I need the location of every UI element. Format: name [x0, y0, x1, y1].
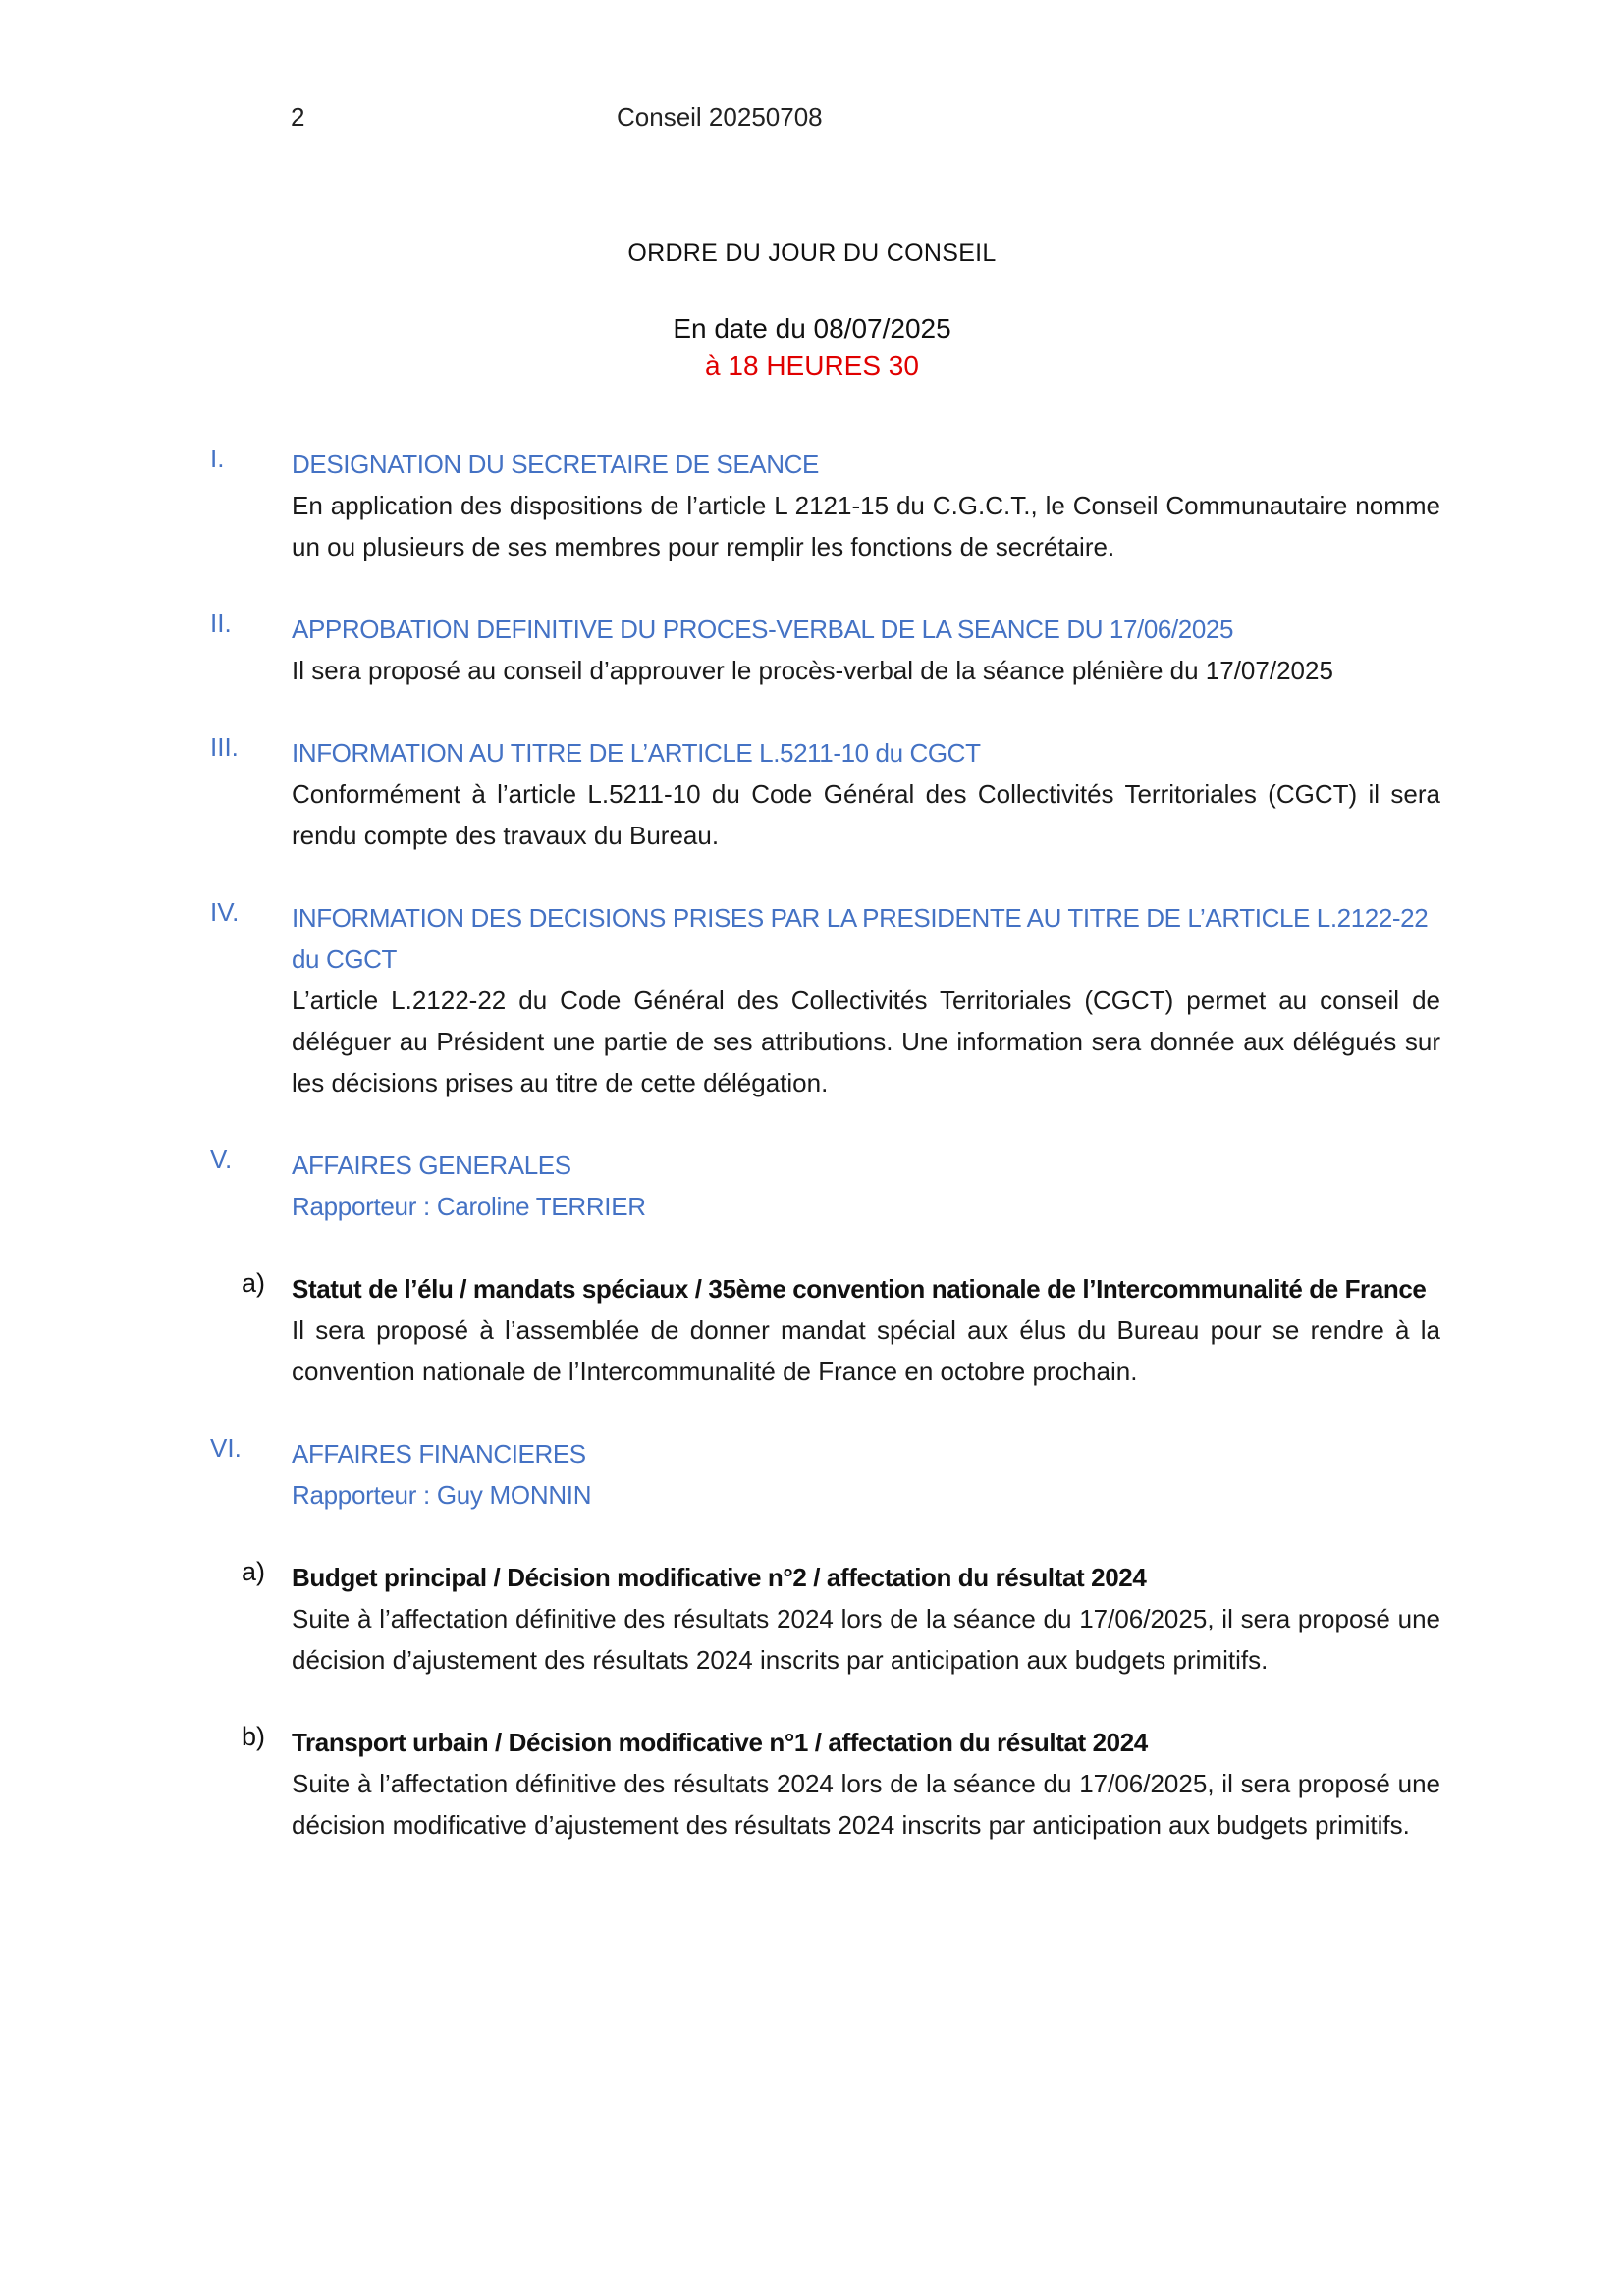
title-block — [0, 240, 1624, 382]
document-title: ORDRE DU JOUR DU CONSEIL — [627, 240, 997, 267]
section-heading: AFFAIRES GENERALES — [292, 1150, 571, 1180]
agenda-section — [0, 732, 1624, 856]
section-number: V. — [210, 1145, 233, 1174]
subitem-letter: b) — [242, 1722, 266, 1751]
subitem-title: Statut de l’élu / mandats spéciaux / 35ème convention nationale de l’Intercommunalité de France — [292, 1274, 1427, 1304]
agenda-section — [0, 609, 1624, 691]
section-text: En application des dispositions de l’article L 2121-15 du C.G.C.T., le Conseil Communautaire nomme un ou plusieurs de ses membres pour remplir les fonctions de secrétaire. — [292, 491, 1440, 561]
agenda-section — [0, 897, 1624, 1103]
section-text: L’article L.2122-22 du Code Général des Collectivités Territoriales (CGCT) permet au conseil de déléguer au Président une partie de ses attributions. Une information sera donnée aux délégués sur les décisions prises au titre de cette délégation. — [292, 986, 1440, 1097]
agenda — [0, 444, 1624, 1887]
subitem-text: Suite à l’affectation définitive des résultats 2024 lors de la séance du 17/06/2025, il sera proposé une décision modificative d’ajustement des résultats 2024 inscrits par anticipation aux budgets primitifs. — [292, 1769, 1440, 1840]
section-number: I. — [210, 444, 225, 473]
page-number: 2 — [291, 102, 305, 132]
subitem-text: Il sera proposé à l’assemblée de donner mandat spécial aux élus du Bureau pour se rendre à la convention nationale de l’Intercommunalité de France en octobre prochain. — [292, 1315, 1440, 1386]
rapporteur: Rapporteur : Guy MONNIN — [292, 1480, 592, 1510]
agenda-subitem — [0, 1268, 1624, 1392]
section-text: Conformément à l’article L.5211-10 du Code Général des Collectivités Territoriales (CGCT) il sera rendu compte des travaux du Bureau. — [292, 779, 1440, 850]
section-heading: INFORMATION AU TITRE DE L’ARTICLE L.5211-10 du CGCT — [292, 738, 981, 768]
agenda-section — [0, 444, 1624, 567]
rapporteur: Rapporteur : Caroline TERRIER — [292, 1192, 646, 1221]
document-reference: Conseil 20250708 — [617, 102, 823, 132]
agenda-subitem — [0, 1722, 1624, 1845]
page-header — [0, 102, 1624, 137]
subitem-text: Suite à l’affectation définitive des résultats 2024 lors de la séance du 17/06/2025, il sera proposé une décision d’ajustement des résultats 2024 inscrits par anticipation aux budgets primitifs. — [292, 1604, 1440, 1675]
subitem-title: Transport urbain / Décision modificative n°1 / affectation du résultat 2024 — [292, 1728, 1148, 1757]
section-heading: DESIGNATION DU SECRETAIRE DE SEANCE — [292, 450, 819, 479]
meeting-time: à 18 HEURES 30 — [705, 350, 919, 381]
subitem-letter: a) — [242, 1268, 266, 1298]
subitem-letter: a) — [242, 1557, 266, 1586]
meeting-date: En date du 08/07/2025 — [673, 313, 951, 344]
subitem-title: Budget principal / Décision modificative n°2 / affectation du résultat 2024 — [292, 1563, 1147, 1592]
section-number: III. — [210, 732, 239, 762]
section-number: II. — [210, 609, 232, 638]
section-heading: AFFAIRES FINANCIERES — [292, 1439, 586, 1468]
section-heading: INFORMATION DES DECISIONS PRISES PAR LA PRESIDENTE AU TITRE DE L’ARTICLE L.2122-22 du CGCT — [292, 903, 1429, 974]
section-heading: APPROBATION DEFINITIVE DU PROCES-VERBAL DE LA SEANCE DU 17/06/2025 — [292, 614, 1234, 644]
agenda-section — [0, 1433, 1624, 1845]
section-text: Il sera proposé au conseil d’approuver le procès-verbal de la séance plénière du 17/07/2025 — [292, 656, 1333, 685]
section-number: VI. — [210, 1433, 242, 1463]
section-number: IV. — [210, 897, 240, 927]
agenda-subitem — [0, 1557, 1624, 1681]
agenda-section — [0, 1145, 1624, 1392]
